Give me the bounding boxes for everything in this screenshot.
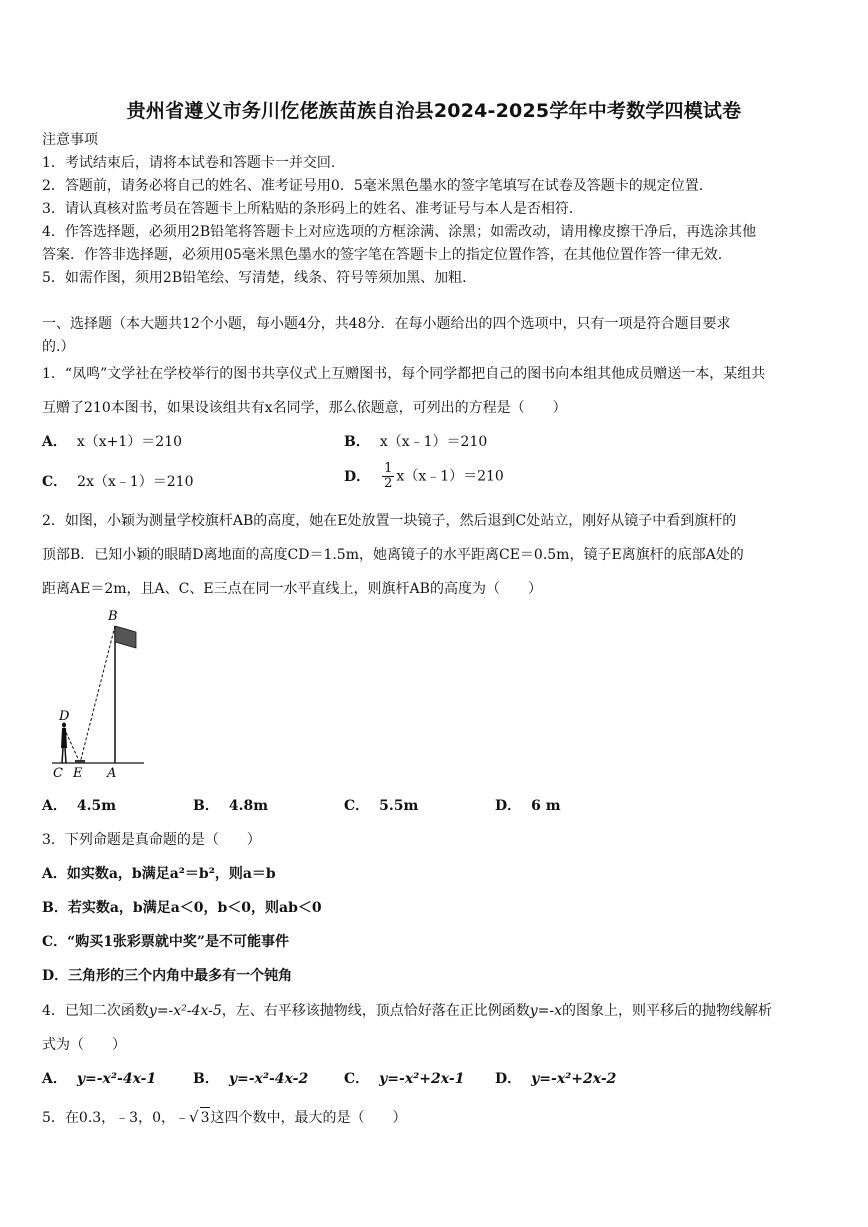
label-c: C [53, 766, 63, 781]
q3-option-a: A．如实数a，b满足a²＝b²，则a＝b [42, 866, 276, 882]
option-text: y=-x²-4x-2 [228, 1071, 309, 1087]
section1-heading-cont: 的.） [42, 339, 75, 355]
q1-stem-cont: 互赠了210本图书，如果设该组共有x名同学，那么依题意，可列出的方程是（ ） [42, 400, 567, 416]
option-text: 4.8m [228, 798, 269, 814]
flagpole-figure [52, 608, 152, 782]
option-label: D． [344, 468, 371, 485]
q1-stem: 1．“凤鸣”文学社在学校举行的图书共享仪式上互赠图书，每个同学都把自己的图书向本组其他成员赠送一本，某组共 [42, 366, 766, 382]
q1-option-b [344, 432, 487, 452]
q4-option-b [193, 1069, 308, 1089]
q4-stem-post: 的图象上，则平移后的抛物线解析 [562, 1003, 772, 1019]
q4-stem-mid: ，左、右平移该抛物线，顶点恰好落在正比例函数 [221, 1003, 530, 1019]
label-a: A [107, 766, 117, 781]
q4-option-d [495, 1069, 616, 1089]
option-label: A． [42, 434, 67, 450]
q4-function: y=-x²-4x-5 [148, 1003, 222, 1019]
option-text: x（x﹣1）＝210 [396, 468, 504, 485]
fraction-denominator: 2 [384, 476, 393, 491]
mirror [75, 760, 85, 763]
option-text: x（x+1）＝210 [76, 434, 183, 450]
q3-option-d: D．三角形的三个内角中最多有一个钝角 [42, 968, 293, 984]
fraction-numerator: 1 [384, 461, 393, 476]
option-label: D． [495, 1071, 522, 1087]
option-text: 2x（x﹣1）＝210 [77, 474, 194, 490]
section1-heading: 一、选择题（本大题共12个小题，每小题4分，共48分．在每小题给出的四个选项中，只有一项是符合题目要求 [42, 316, 731, 332]
q4-function-2: y=-x [529, 1003, 562, 1019]
label-e: E [73, 766, 83, 781]
q2-option-a [42, 796, 116, 816]
option-label: D． [495, 798, 522, 814]
q4-stem-cont: 式为（ ） [42, 1037, 126, 1053]
option-label: C． [42, 474, 68, 490]
person-leg-right [65, 748, 66, 763]
label-b: B [108, 609, 118, 624]
option-text: 6 m [531, 798, 561, 814]
q4-option-c [344, 1069, 464, 1089]
q5-stem [42, 1107, 832, 1128]
notice-item-3: 3．请认真核对监考员在答题卡上所粘贴的条形码上的姓名、准考证号与本人是否相符. [42, 201, 574, 217]
notice-item-4: 4．作答选择题，必须用2B铅笔将答题卡上对应选项的方框涂满、涂黑；如需改动，请用橡皮擦干净后，再选涂其他 [42, 224, 757, 240]
q3-option-b: B．若实数a，b满足a＜0，b＜0，则ab＜0 [42, 900, 322, 916]
q1-option-a [42, 432, 182, 452]
page-title: 贵州省遵义市务川仡佬族苗族自治县2024-2025学年中考数学四模试卷 [126, 100, 742, 122]
q2-option-d [495, 796, 561, 816]
q2-stem-cont-1: 顶部B．已知小颖的眼睛D离地面的高度CD＝1.5m，她离镜子的水平距离CE＝0.5m，镜子E离旗杆的底部A处的 [42, 547, 744, 563]
q2-option-b [193, 796, 268, 816]
q1-option-c [42, 472, 193, 492]
notice-item-1: 1．考试结束后，请将本试卷和答题卡一并交回. [42, 155, 336, 171]
q4-stem-pre: 4．已知二次函数 [42, 1003, 149, 1019]
q4-stem [42, 1001, 832, 1021]
option-text: 4.5m [76, 798, 117, 814]
q3-stem: 3．下列命题是真命题的是（ ） [42, 832, 261, 848]
sqrt-radicand: 3 [200, 1107, 211, 1128]
option-label: C． [344, 798, 370, 814]
q2-option-c [344, 796, 418, 816]
person-body [61, 728, 67, 748]
notice-item-5: 5．如需作图，须用2B铅笔绘、写清楚，线条、符号等须加黑、加粗. [42, 270, 467, 286]
option-label: A． [42, 1071, 67, 1087]
label-d: D [59, 709, 70, 724]
q2-stem: 2．如图，小颖为测量学校旗杆AB的高度，她在E处放置一块镜子，然后退到C处站立，刚好从镜子中看到旗杆的 [42, 513, 737, 529]
option-label: A． [42, 798, 67, 814]
reflection-ray-up [80, 626, 115, 763]
q5-stem-post: 这四个数中，最大的是（ ） [210, 1110, 407, 1126]
q5-stem-pre: 5．在0.3，﹣3，0，﹣ [42, 1110, 189, 1126]
option-text: y=-x²+2x-2 [531, 1071, 617, 1087]
notice-item-4-cont: 答案．作答非选择题，必须用05毫米黑色墨水的签字笔在答题卡上的指定位置作答，在其他位置作答一律无效. [42, 247, 723, 263]
option-label: B． [344, 434, 370, 450]
flag [115, 626, 136, 648]
q4-option-a [42, 1069, 156, 1089]
person-leg-left [62, 748, 63, 763]
option-label: C． [344, 1071, 370, 1087]
sqrt-sign: √ [189, 1108, 199, 1126]
option-label: B． [193, 798, 219, 814]
q1-option-d [344, 462, 504, 491]
option-text: 5.5m [379, 798, 419, 814]
option-label: B． [193, 1071, 219, 1087]
q3-option-c: C．“购买1张彩票就中奖”是不可能事件 [42, 934, 289, 950]
option-text: y=-x²-4x-1 [76, 1071, 157, 1087]
notice-heading: 注意事项 [42, 132, 98, 148]
option-text: y=-x²+2x-1 [379, 1071, 465, 1087]
q2-stem-cont-2: 距离AE＝2m，且A、C、E三点在同一水平直线上，则旗杆AB的高度为（ ） [42, 581, 542, 597]
fraction [382, 462, 394, 491]
notice-item-2: 2．答题前，请务必将自己的姓名、准考证号用0．5毫米黑色墨水的签字笔填写在试卷及答题卡的规定位置. [42, 178, 704, 194]
option-text: x（x﹣1）＝210 [379, 434, 488, 450]
